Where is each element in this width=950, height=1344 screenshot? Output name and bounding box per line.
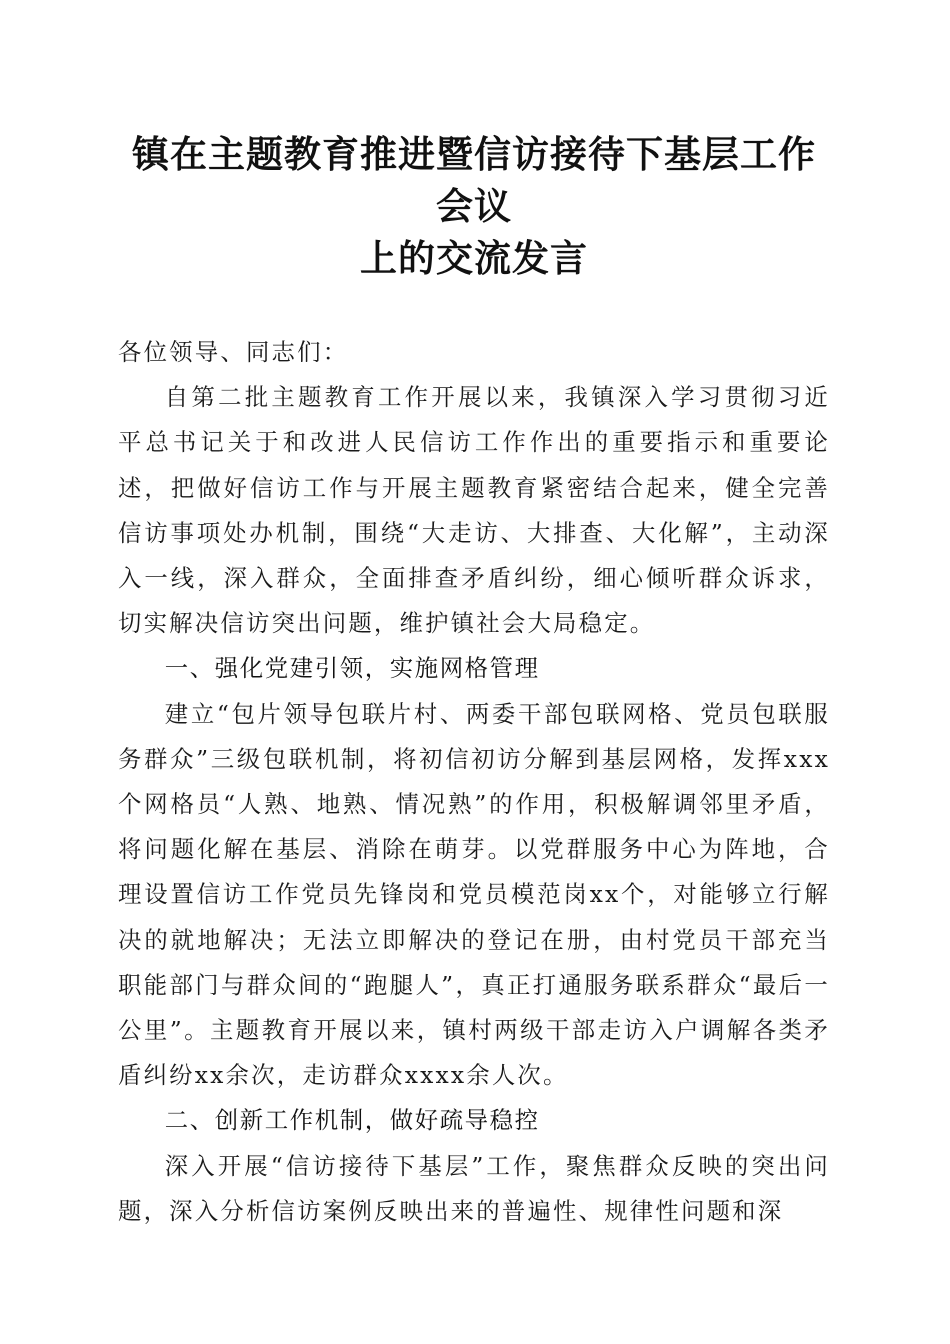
document-title	[118, 128, 830, 284]
title-line-1: 镇在主题教育推进暨信访接待下基层工作会议	[132, 132, 816, 228]
salutation: 各位领导、同志们：	[118, 338, 349, 366]
section-1-heading: 一、强化党建引领，实施网格管理	[164, 654, 540, 683]
intro-paragraph: 自第二批主题教育工作开展以来，我镇深入学习贯彻习近平总书记关于和改进人民信访工作作出的重要指示和重要论述，把做好信访工作与开展主题教育紧密结合起来，健全完善信访事项处办机制，围绕“大走访、大排查、大化解”，主动深入一线，深入群众，全面排查矛盾纠纷，细心倾听群众诉求，切实解决信访突出问题，维护镇社会大局稳定。	[118, 383, 830, 638]
document-page	[118, 128, 830, 1234]
section-2-heading: 二、创新工作机制，做好疏导稳控	[164, 1106, 540, 1135]
title-line-2: 上的交流发言	[360, 236, 588, 280]
section-2-paragraph: 深入开展“信访接待下基层”工作，聚焦群众反映的突出问题，深入分析信访案例反映出来的普遍性、规律性问题和深	[118, 1151, 830, 1225]
section-1-paragraph: 建立“包片领导包联片村、两委干部包联网格、党员包联服务群众”三级包联机制，将初信初访分解到基层网格，发挥xxx个网格员“人熟、地熟、情况熟”的作用，积极解调邻里矛盾，将问题化解在基层、消除在萌芽。以党群服务中心为阵地，合理设置信访工作党员先锋岗和党员模范岗xx个，对能够立行解决的就地解决；无法立即解决的登记在册，由村党员干部充当职能部门与群众间的“跑腿人”，真正打通服务联系群众“最后一公里”。主题教育开展以来，镇村两级干部走访入户调解各类矛盾纠纷xx余次，走访群众xxxx余人次。	[118, 699, 830, 1090]
